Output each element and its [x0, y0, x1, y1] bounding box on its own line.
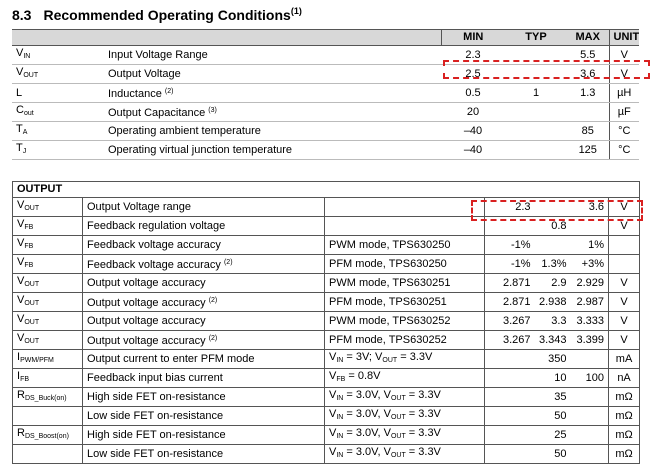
- table-row: [13, 407, 640, 426]
- parameter-cell: High side FET on-resistance: [83, 426, 325, 445]
- max-cell: 5.5: [567, 46, 609, 65]
- section-number: 8.3: [12, 7, 32, 23]
- parameter-cell: Output voltage accuracy $^{(2)}$: [83, 293, 325, 312]
- typ-cell: 350: [535, 350, 571, 369]
- symbol-cell: $T_J$: [12, 141, 104, 160]
- unit-cell: mΩ: [609, 426, 640, 445]
- condition-cell: $V_{IN} = 3.0V$, $V_{OUT} = 3.3V$: [325, 388, 485, 407]
- max-cell: +3%: [571, 255, 609, 274]
- symbol-cell: $I_{PWM/PFM}$: [13, 350, 83, 369]
- max-cell: 2.929: [571, 274, 609, 293]
- max-cell: 1.3: [567, 84, 609, 103]
- table-row: [13, 293, 640, 312]
- table-row: [13, 331, 640, 350]
- condition-cell: [325, 217, 485, 236]
- table-row: [12, 122, 639, 141]
- typ-cell: 2.938: [535, 293, 571, 312]
- table-header-row: [12, 30, 639, 46]
- symbol-cell: $V_{OUT}$: [13, 331, 83, 350]
- unit-cell: V: [609, 312, 640, 331]
- typ-cell: 25: [535, 426, 571, 445]
- condition-cell: $V_{IN} = 3.0V$, $V_{OUT} = 3.3V$: [325, 407, 485, 426]
- max-cell: 3.333: [571, 312, 609, 331]
- symbol-cell: $V_{IN}$: [12, 46, 104, 65]
- table-row: [12, 84, 639, 103]
- condition-cell: PFM mode, TPS630251: [325, 293, 485, 312]
- parameter-cell: Feedback voltage accuracy $^{(2)}$: [83, 255, 325, 274]
- unit-cell: mΩ: [609, 388, 640, 407]
- max-cell: [571, 350, 609, 369]
- min-cell: 2.5: [441, 65, 505, 84]
- max-cell: [571, 426, 609, 445]
- section-heading: [12, 6, 302, 23]
- condition-cell: PWM mode, TPS630251: [325, 274, 485, 293]
- min-cell: 3.267: [485, 331, 535, 350]
- condition-cell: $V_{IN} = 3V$; $V_{OUT} = 3.3V$: [325, 350, 485, 369]
- max-cell: 100: [571, 369, 609, 388]
- parameter-cell: Operating ambient temperature: [104, 122, 441, 141]
- min-cell: 2.871: [485, 274, 535, 293]
- max-cell: 85: [567, 122, 609, 141]
- parameter-cell: Output voltage accuracy: [83, 312, 325, 331]
- parameter-cell: Operating virtual junction temperature: [104, 141, 441, 160]
- parameter-cell: Low side FET on-resistance: [83, 407, 325, 426]
- min-cell: [485, 445, 535, 464]
- condition-cell: [325, 198, 485, 217]
- header-min: MIN: [441, 30, 505, 46]
- unit-cell: °C: [609, 141, 639, 160]
- table-row: [13, 350, 640, 369]
- electrical-characteristics-output-table: [12, 181, 640, 464]
- unit-cell: mΩ: [609, 407, 640, 426]
- unit-cell: V: [609, 65, 639, 84]
- symbol-cell: $V_{OUT}$: [13, 293, 83, 312]
- max-cell: 1%: [571, 236, 609, 255]
- parameter-cell: Low side FET on-resistance: [83, 445, 325, 464]
- highlight-box-vout-recommended: [443, 60, 650, 79]
- table-row: [13, 236, 640, 255]
- section-label: OUTPUT: [13, 182, 640, 198]
- min-cell: –40: [441, 122, 505, 141]
- typ-cell: 35: [535, 388, 571, 407]
- recommended-operating-conditions-table: [12, 29, 639, 160]
- condition-cell: $V_{IN} = 3.0V$, $V_{OUT} = 3.3V$: [325, 445, 485, 464]
- typ-cell: 0.8: [535, 217, 571, 236]
- unit-cell: nA: [609, 369, 640, 388]
- header-max: MAX: [567, 30, 609, 46]
- typ-cell: [535, 236, 571, 255]
- max-cell: 3.399: [571, 331, 609, 350]
- symbol-cell: $V_{OUT}$: [13, 274, 83, 293]
- unit-cell: V: [609, 198, 640, 217]
- parameter-cell: Output Voltage range: [83, 198, 325, 217]
- table-row: [13, 388, 640, 407]
- symbol-cell: $V_{FB}$: [13, 217, 83, 236]
- unit-cell: µH: [609, 84, 639, 103]
- typ-cell: 1: [505, 84, 567, 103]
- condition-cell: PFM mode, TPS630250: [325, 255, 485, 274]
- symbol-cell: L: [12, 84, 104, 103]
- typ-cell: 2.9: [535, 274, 571, 293]
- parameter-cell: Output Voltage: [104, 65, 441, 84]
- unit-cell: mΩ: [609, 445, 640, 464]
- symbol-cell: $T_A$: [12, 122, 104, 141]
- parameter-cell: Feedback voltage accuracy: [83, 236, 325, 255]
- unit-cell: °C: [609, 122, 639, 141]
- parameter-cell: Feedback regulation voltage: [83, 217, 325, 236]
- unit-cell: [609, 236, 640, 255]
- parameter-cell: Output Capacitance $^{(3)}$: [104, 103, 441, 122]
- table-row: [13, 445, 640, 464]
- max-cell: [571, 445, 609, 464]
- condition-cell: $V_{FB} = 0.8V$: [325, 369, 485, 388]
- table-row: [12, 141, 639, 160]
- parameter-cell: Output current to enter PFM mode: [83, 350, 325, 369]
- table-row: [13, 426, 640, 445]
- typ-cell: [505, 103, 567, 122]
- symbol-cell: $V_{FB}$: [13, 255, 83, 274]
- condition-cell: $V_{IN} = 3.0V$, $V_{OUT} = 3.3V$: [325, 426, 485, 445]
- min-cell: 2.3: [441, 46, 505, 65]
- unit-cell: V: [609, 293, 640, 312]
- symbol-cell: $V_{OUT}$: [13, 198, 83, 217]
- parameter-cell: High side FET on-resistance: [83, 388, 325, 407]
- typ-cell: 3.343: [535, 331, 571, 350]
- header-typ: TYP: [505, 30, 567, 46]
- unit-cell: V: [609, 331, 640, 350]
- parameter-cell: Output voltage accuracy: [83, 274, 325, 293]
- symbol-cell: $I_{FB}$: [13, 369, 83, 388]
- symbol-cell: $V_{OUT}$: [12, 65, 104, 84]
- typ-cell: 1.3%: [535, 255, 571, 274]
- max-cell: 2.987: [571, 293, 609, 312]
- symbol-cell: [13, 445, 83, 464]
- condition-cell: PWM mode, TPS630250: [325, 236, 485, 255]
- condition-cell: PWM mode, TPS630252: [325, 312, 485, 331]
- min-cell: [485, 388, 535, 407]
- symbol-cell: $C_{out}$: [12, 103, 104, 122]
- min-cell: 20: [441, 103, 505, 122]
- min-cell: 2.871: [485, 293, 535, 312]
- max-cell: 3.6: [567, 65, 609, 84]
- min-cell: –40: [441, 141, 505, 160]
- min-cell: [485, 350, 535, 369]
- unit-cell: V: [609, 217, 640, 236]
- typ-cell: [505, 122, 567, 141]
- table-row: [13, 274, 640, 293]
- table-row: [13, 312, 640, 331]
- min-cell: 0.5: [441, 84, 505, 103]
- unit-cell: V: [609, 46, 639, 65]
- min-cell: [485, 426, 535, 445]
- min-cell: -1%: [485, 255, 535, 274]
- heading-footnote: (1): [290, 6, 302, 16]
- typ-cell: 50: [535, 407, 571, 426]
- section-title: Recommended Operating Conditions: [43, 7, 291, 23]
- symbol-cell: $V_{OUT}$: [13, 312, 83, 331]
- unit-cell: mA: [609, 350, 640, 369]
- min-cell: [485, 369, 535, 388]
- table-row: [13, 255, 640, 274]
- min-cell: 2.3: [485, 198, 535, 217]
- table-row: [13, 369, 640, 388]
- typ-cell: 10: [535, 369, 571, 388]
- parameter-cell: Inductance $^{(2)}$: [104, 84, 441, 103]
- max-cell: [571, 407, 609, 426]
- parameter-cell: Output voltage accuracy $^{(2)}$: [83, 331, 325, 350]
- max-cell: [567, 103, 609, 122]
- min-cell: -1%: [485, 236, 535, 255]
- header-unit: UNIT: [609, 30, 639, 46]
- unit-cell: V: [609, 274, 640, 293]
- unit-cell: [609, 255, 640, 274]
- section-row: [13, 182, 640, 198]
- parameter-cell: Feedback input bias current: [83, 369, 325, 388]
- max-cell: 125: [567, 141, 609, 160]
- typ-cell: 50: [535, 445, 571, 464]
- max-cell: 3.6: [571, 198, 609, 217]
- symbol-cell: $R_{DS\_Boost(on)}$: [13, 426, 83, 445]
- table-row: [12, 103, 639, 122]
- min-cell: [485, 407, 535, 426]
- symbol-cell: [13, 407, 83, 426]
- parameter-cell: Input Voltage Range: [104, 46, 441, 65]
- typ-cell: [505, 141, 567, 160]
- highlight-box-vout-range: [471, 200, 643, 221]
- unit-cell: µF: [609, 103, 639, 122]
- symbol-cell: $R_{DS\_Buck(on)}$: [13, 388, 83, 407]
- max-cell: [571, 388, 609, 407]
- min-cell: 3.267: [485, 312, 535, 331]
- condition-cell: PFM mode, TPS630252: [325, 331, 485, 350]
- symbol-cell: $V_{FB}$: [13, 236, 83, 255]
- typ-cell: 3.3: [535, 312, 571, 331]
